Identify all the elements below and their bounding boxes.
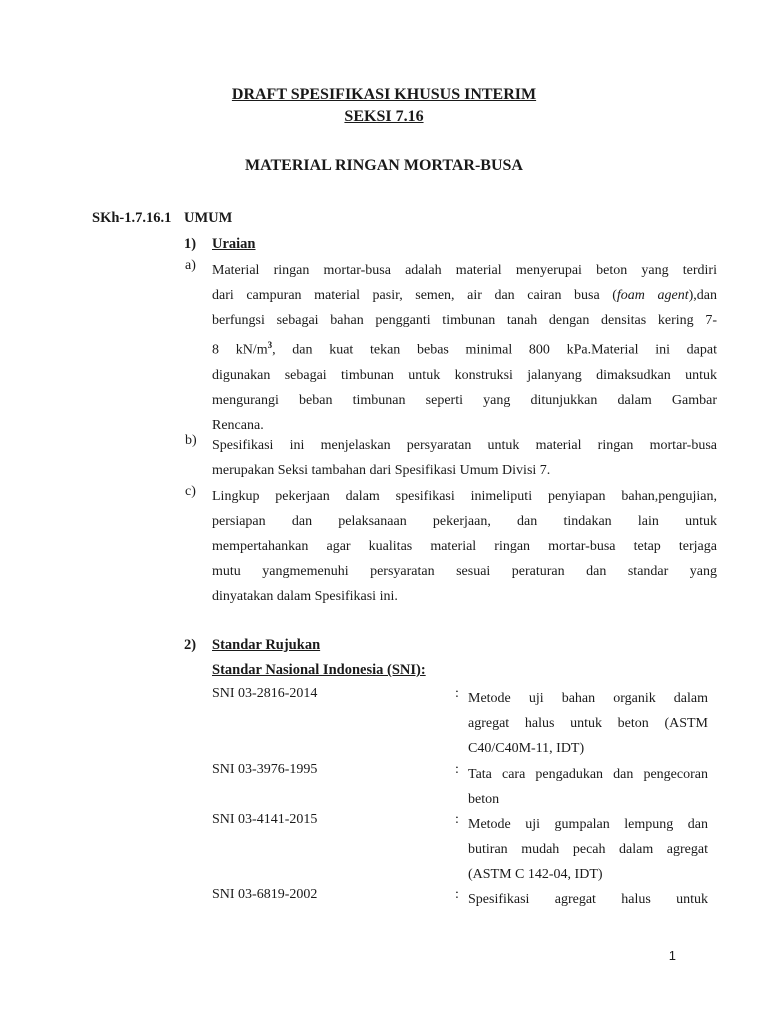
text-line: 8 $kN/m^3$, dan kuat tekan bebas minimal 800 kPa.Material ini dapat bbox=[212, 340, 717, 358]
sni-entry bbox=[212, 812, 708, 882]
section-number-title: SEKSI 7.16 bbox=[344, 108, 424, 125]
text-line: dinyatakan dalam Spesifikasi ini. bbox=[212, 589, 398, 604]
text-line: Rencana. bbox=[212, 417, 264, 433]
sni-colon: : bbox=[455, 762, 459, 777]
text-line: digunakan sebagai timbunan untuk konstruksi jalanyang dimaksudkan untuk bbox=[212, 367, 717, 383]
sni-description: Metode uji bahan organik dalam agregat halus untuk beton (ASTM C40/C40M-11, IDT) bbox=[468, 691, 708, 756]
item-marker: b) bbox=[185, 433, 197, 448]
sni-code: SNI 03-6819-2002 bbox=[212, 887, 318, 902]
italic-term: foam agent bbox=[616, 288, 689, 303]
text-line: merupakan Seksi tambahan dari Spesifikasi Umum Divisi 7. bbox=[212, 463, 551, 478]
sni-description: Tata cara pengadukan dan pengecoran beton bbox=[468, 767, 708, 807]
sni-colon: : bbox=[455, 887, 459, 902]
text-line: Material ringan mortar-busa adalah material menyerupai beton yang terdiri bbox=[212, 263, 717, 278]
standar-heading: Standar Rujukan bbox=[212, 637, 321, 653]
text-line: mutu yangmemenuhi persyaratan sesuai peraturan dan standar yang bbox=[212, 564, 717, 579]
sni-colon: : bbox=[455, 686, 459, 701]
text-line: dari campuran material pasir, semen, air dan cairan busa (foam agent),dan bbox=[212, 288, 717, 303]
uraian-item-a bbox=[185, 258, 717, 438]
text-line: mengurangi beban timbunan seperti yang ditunjukkan dalam Gambar bbox=[212, 392, 717, 408]
uraian-item-b bbox=[185, 433, 717, 483]
text-line: persiapan dan pelaksanaan pekerjaan, dan tindakan lain untuk bbox=[212, 514, 717, 529]
item-marker: a) bbox=[185, 258, 196, 273]
text-line: Spesifikasi ini menjelaskan persyaratan untuk material ringan mortar-busa bbox=[212, 438, 717, 453]
uraian-item-c bbox=[185, 484, 717, 609]
sni-entry bbox=[212, 887, 708, 912]
uraian-heading: Uraian bbox=[212, 236, 256, 252]
document-title: DRAFT SPESIFIKASI KHUSUS INTERIM bbox=[231, 86, 537, 103]
sni-subheading: Standar Nasional Indonesia (SNI): bbox=[212, 662, 426, 678]
sni-code: SNI 03-3976-1995 bbox=[212, 762, 318, 777]
item-text bbox=[212, 433, 717, 483]
standar-number: 2) bbox=[184, 637, 197, 653]
page-number: 1 bbox=[668, 948, 676, 963]
sni-code: SNI 03-4141-2015 bbox=[212, 812, 318, 827]
section-heading: UMUM bbox=[184, 210, 233, 226]
sni-entry bbox=[212, 762, 708, 807]
text-line: Lingkup pekerjaan dalam spesifikasi inimeliputi penyiapan bahan,pengujian, bbox=[212, 489, 717, 504]
item-marker: c) bbox=[185, 484, 196, 499]
item-text bbox=[212, 484, 717, 609]
sni-colon: : bbox=[455, 812, 459, 827]
document-subtitle: MATERIAL RINGAN MORTAR-BUSA bbox=[245, 157, 523, 174]
sni-entry bbox=[212, 686, 708, 756]
superscript: 3 bbox=[267, 340, 273, 350]
sni-description: Metode uji gumpalan lempung dan butiran mudah pecah dalam agregat (ASTM C 142-04, IDT) bbox=[468, 817, 708, 882]
text-line: berfungsi sebagai bahan pengganti timbunan tanah dengan densitas kering 7- bbox=[212, 313, 717, 328]
item-text bbox=[212, 258, 717, 438]
sni-code: SNI 03-2816-2014 bbox=[212, 686, 318, 701]
text-line: mempertahankan agar kualitas material ringan mortar-busa tetap terjaga bbox=[212, 539, 717, 554]
uraian-number: 1) bbox=[184, 236, 197, 252]
section-code: SKh-1.7.16.1 bbox=[92, 210, 172, 226]
sni-description: Spesifikasi agregat halus untuk bbox=[468, 892, 708, 907]
